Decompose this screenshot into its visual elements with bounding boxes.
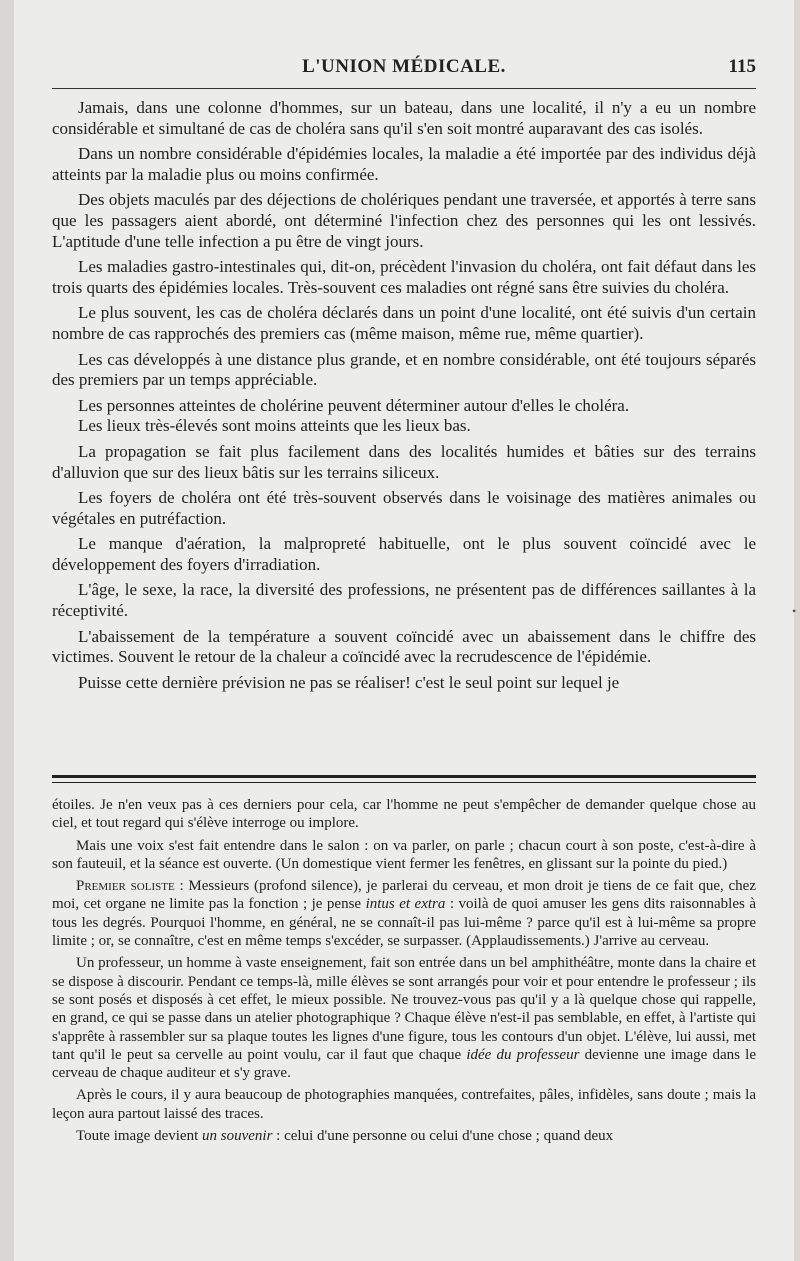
page-header: [52, 56, 756, 84]
paragraph: Les maladies gastro-intestinales qui, dit-on, précèdent l'invasion du choléra, ont fait défaut dans les trois quarts des épidémies locales. Très-souvent ces maladies ont régné sans être suivies du choléra.: [52, 257, 756, 297]
paragraph: Les lieux très-élevés sont moins atteints que les lieux bas.: [78, 416, 471, 436]
paragraph: [52, 1127, 756, 1145]
feuilleton-rule-thick: [52, 775, 756, 778]
paragraph: L'abaissement de la température a souvent coïncidé avec un abaissement dans le chiffre des victimes. Souvent le retour de la chaleur a coïncidé avec la recrudescence de l'épidémie.: [52, 626, 756, 667]
speaker-name: Premier soliste: [76, 878, 175, 895]
feuilleton-text: [52, 796, 756, 1149]
paragraph: Le manque d'aération, la malpropreté habituelle, ont le plus souvent coïncidé avec le développement des foyers d'irradiation.: [52, 534, 756, 574]
upper-column-text: [52, 98, 756, 698]
paragraph: Mais une voix s'est fait entendre dans le salon : on va parler, on parle ; chacun court à son poste, c'est-à-dire à son fauteuil, et la séance est ouverte. (Un domestique vient fermer les fenêtres, en glissant sur la pointe du pied.): [52, 837, 756, 872]
margin-mark: •: [792, 604, 797, 618]
page: [14, 0, 797, 1261]
paragraph: Le plus souvent, les cas de choléra déclarés dans un point d'une localité, ont été suivis d'un certain nombre de cas rapprochés des premiers cas (même maison, même rue, même quartier).: [52, 303, 756, 343]
text-run: : voilà de quoi amuser les gens dits raisonnables à tous les degrés. Pourquoi l'homme, en général, ne se connaît-il pas lui-même ? parce qu'il est à lui-même sa propre limite ; or, se connaître, c'est en même temps s'excéder, se surpasser. (Applaudissements.) J'arrive au cerveau.: [52, 896, 756, 950]
text-run: : Messieurs (profond silence), je parlerai du cerveau, et mon droit je tiens de ce fait que, chez moi, cet organe ne limite pas la fonction ; je pense: [52, 878, 756, 913]
paragraph: La propagation se fait plus facilement dans des localités humides et bâties sur des terrains d'alluvion que sur des lieux bâtis sur les terrains siliceux.: [52, 441, 756, 482]
paragraph: Après le cours, il y aura beaucoup de photographies manquées, contrefaites, pâles, infidèles, sans doute ; mais la leçon aura partout laissé des traces.: [52, 1087, 756, 1122]
page-number: 115: [728, 56, 756, 77]
paragraph: étoiles. Je n'en veux pas à ces derniers pour cela, car l'homme ne peut s'empêcher de demander quelque chose au ciel, et tout regard qui s'élève interroge ou implore.: [52, 797, 756, 832]
text-run: devienne une image dans le cerveau de chaque auditeur et s'y grave.: [52, 1046, 756, 1082]
italic-phrase: idée du professeur: [466, 1046, 580, 1063]
paragraph: [52, 877, 756, 950]
paragraph: Puisse cette dernière prévision ne pas se réaliser! c'est le seul point sur lequel je: [78, 672, 620, 692]
paragraph: Jamais, dans une colonne d'hommes, sur un bateau, dans une localité, il n'y a eu un nombre considérable et simultané de cas de choléra sans qu'il s'en soit montré auparavant des cas isolés.: [52, 98, 756, 138]
paragraph: Dans un nombre considérable d'épidémies locales, la maladie a été importée par des individus déjà atteints par la maladie plus ou moins confirmée.: [52, 144, 756, 184]
paragraph: L'âge, le sexe, la race, la diversité des professions, ne présentent pas de différences saillantes à la réceptivité.: [52, 580, 756, 621]
italic-phrase: un souvenir: [202, 1128, 273, 1145]
paragraph: Les foyers de choléra ont été très-souvent observés dans le voisinage des matières animales ou végétales en putréfaction.: [52, 488, 756, 528]
text-run: Toute image devient: [76, 1128, 202, 1145]
text-run: : celui d'une personne ou celui d'une chose ; quand deux: [272, 1128, 614, 1145]
paragraph: Des objets maculés par des déjections de cholériques pendant une traversée, et apportés à terre sans que les passagers aient abordé, ont déterminé l'infection chez des personnes qui les ont lessivés. L'aptitude d'une telle infection a pu être de vingt jours.: [52, 190, 756, 251]
paragraph: Les personnes atteintes de cholérine peuvent déterminer autour d'elles le choléra.: [78, 395, 630, 415]
running-title: L'UNION MÉDICALE.: [302, 56, 506, 77]
paragraph: [52, 954, 756, 1082]
text-run: Un professeur, un homme à vaste enseignement, fait son entrée dans un bel amphithéâtre, monte dans la chaire et se dispose à discourir. Pendant ce temps-là, mille élèves se sont arrangés pour voir et pour entendre le professeur ; ils se sont posés et disposés à cet effet, le mieux possible. Ne trouvez-vous pas qu'il y a là quelque chose qui rappelle, en grand, ce qui se passe dans un atelier photographique ? Chaque élève n'est-il pas semblable, en effet, à l'artiste qui s'apprête à rassembler sur sa plaque toutes les lignes d'une figure, tous les contours d'un objet. L'élève, lui aussi, met tant qu'il le peut sa cervelle au point voulu, car il faut que chaque: [52, 955, 756, 1063]
paragraph: Les cas développés à une distance plus grande, et en nombre considérable, ont été toujours séparés des premiers par un temps appréciable.: [52, 349, 756, 390]
header-rule: [52, 88, 756, 89]
feuilleton-rule-thin: [52, 782, 756, 783]
italic-phrase: intus et extra: [365, 896, 446, 913]
